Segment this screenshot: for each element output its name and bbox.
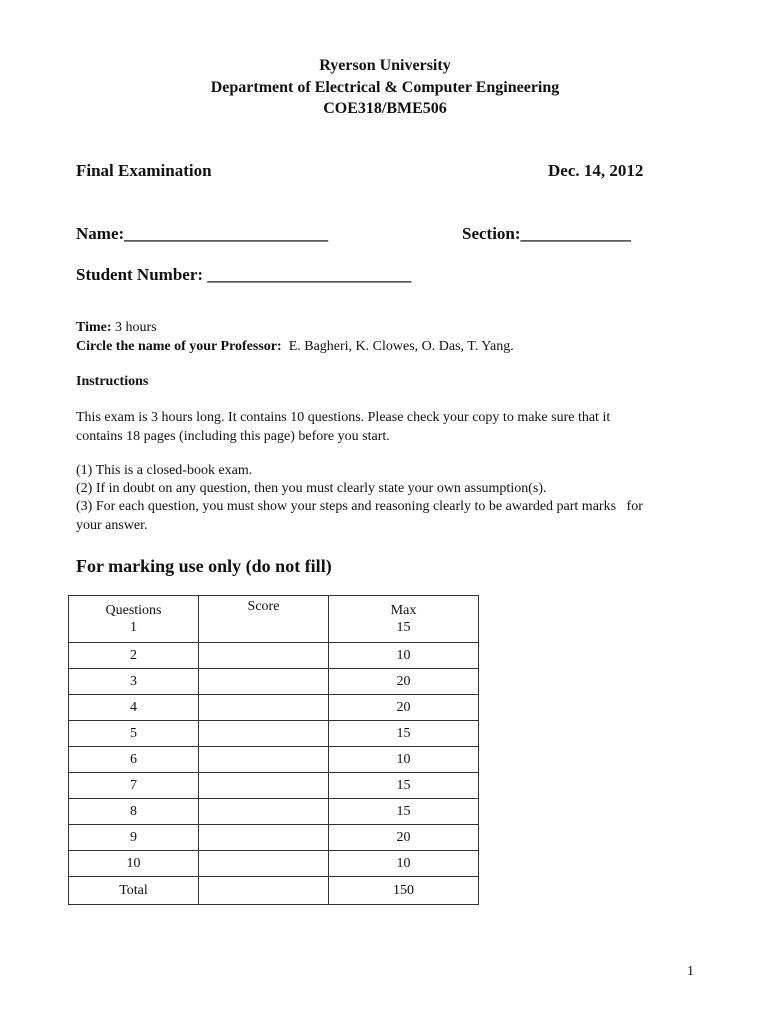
max-value: 10 — [329, 747, 479, 773]
table-row — [69, 643, 479, 669]
time-value: 3 hours — [111, 320, 157, 335]
score-cell — [199, 799, 329, 825]
question-number: 7 — [69, 773, 199, 799]
max-value: 20 — [329, 825, 479, 851]
table-row — [69, 695, 479, 721]
table-row — [69, 799, 479, 825]
time-label: Time: — [76, 320, 112, 335]
max-value: 15 — [396, 620, 411, 635]
course-code: COE318/BME506 — [323, 100, 447, 117]
department-name: Department of Electrical & Computer Engineering — [210, 79, 560, 96]
table-row-total — [69, 877, 479, 905]
score-cell — [199, 643, 329, 669]
question-number: 4 — [69, 695, 199, 721]
instruction-item-3-line2: your answer. — [76, 518, 148, 533]
question-number: 10 — [69, 851, 199, 877]
score-cell — [199, 695, 329, 721]
questions-cell — [69, 596, 199, 643]
question-number: 1 — [130, 620, 137, 635]
instruction-item-1: (1) This is a closed-book exam. — [76, 463, 253, 478]
score-header: Score — [247, 599, 280, 614]
professor-value: E. Bagheri, K. Clowes, O. Das, T. Yang. — [281, 339, 514, 354]
score-cell — [199, 747, 329, 773]
question-number: 2 — [69, 643, 199, 669]
table-row — [69, 596, 479, 643]
table-row — [69, 851, 479, 877]
score-cell — [199, 825, 329, 851]
max-header: Max — [390, 603, 417, 618]
instructions-paragraph-line1: This exam is 3 hours long. It contains 10 questions. Please check your copy to make sure that it — [76, 410, 611, 425]
instructions-paragraph-line2: contains 18 pages (including this page) before you start. — [76, 429, 390, 444]
table-row — [69, 773, 479, 799]
page-number: 1 — [687, 964, 694, 979]
question-number: 3 — [69, 669, 199, 695]
total-label: Total — [69, 877, 199, 905]
score-cell — [199, 669, 329, 695]
table-row — [69, 825, 479, 851]
max-value: 15 — [329, 721, 479, 747]
exam-date: Dec. 14, 2012 — [548, 161, 644, 180]
time-line — [76, 320, 157, 336]
max-value: 15 — [329, 773, 479, 799]
max-value: 15 — [329, 799, 479, 825]
score-cell — [199, 773, 329, 799]
section-field: Section:_____________ — [462, 224, 632, 243]
max-value: 20 — [329, 695, 479, 721]
student-number-field: Student Number: ________________________ — [76, 265, 412, 284]
question-number: 8 — [69, 799, 199, 825]
instruction-item-3-line1: (3) For each question, you must show your steps and reasoning clearly to be awarded part marks for — [76, 499, 643, 514]
score-cell — [199, 596, 329, 643]
total-max: 150 — [329, 877, 479, 905]
table-row — [69, 747, 479, 773]
instruction-item-2: (2) If in doubt on any question, then you must clearly state your own assumption(s). — [76, 481, 547, 496]
questions-header: Questions — [105, 603, 162, 618]
marking-table — [68, 595, 479, 905]
instructions-heading: Instructions — [76, 374, 149, 389]
name-field: Name:________________________ — [76, 224, 329, 243]
question-number: 6 — [69, 747, 199, 773]
marking-heading: For marking use only (do not fill) — [76, 556, 332, 576]
score-cell — [199, 877, 329, 905]
max-value: 20 — [329, 669, 479, 695]
university-name: Ryerson University — [319, 57, 451, 74]
score-cell — [199, 851, 329, 877]
max-value: 10 — [329, 643, 479, 669]
max-cell — [329, 596, 479, 643]
max-value: 10 — [329, 851, 479, 877]
score-cell — [199, 721, 329, 747]
professor-line — [76, 339, 514, 355]
table-row — [69, 669, 479, 695]
professor-label: Circle the name of your Professor: — [76, 339, 282, 354]
question-number: 5 — [69, 721, 199, 747]
question-number: 9 — [69, 825, 199, 851]
exam-title: Final Examination — [76, 161, 212, 180]
table-row — [69, 721, 479, 747]
